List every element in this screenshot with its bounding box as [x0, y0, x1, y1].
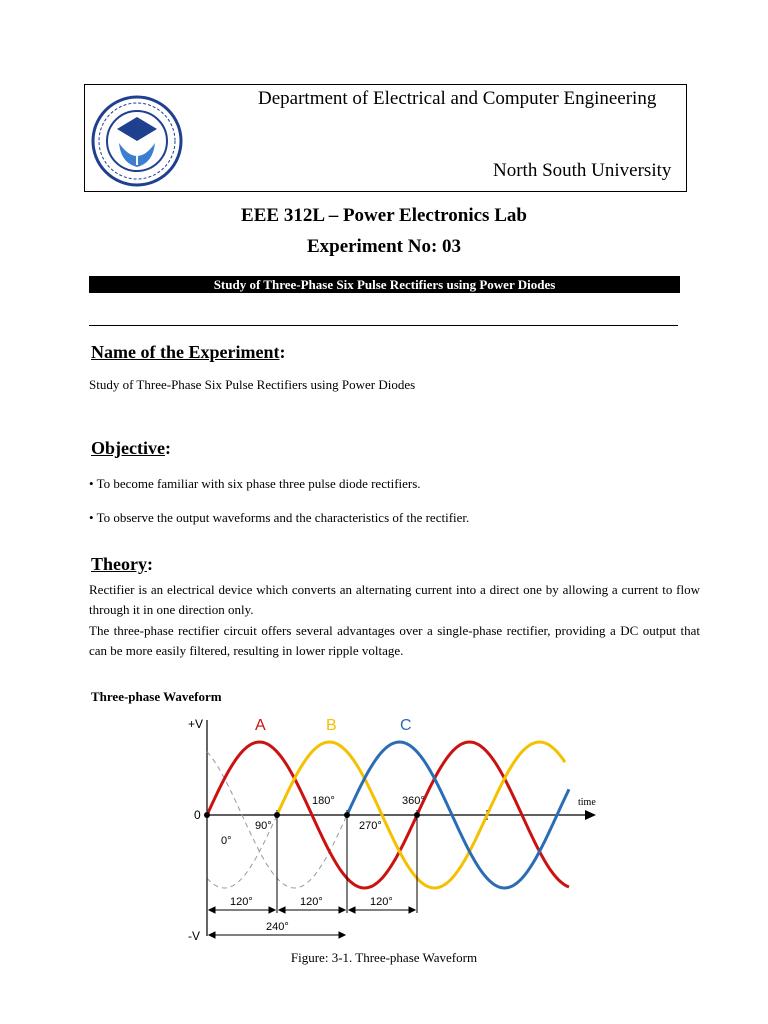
- experiment-number: Experiment No: 03: [306, 236, 462, 257]
- x-axis-arrow: [585, 810, 596, 820]
- theory-paragraph-2: The three-phase rectifier circuit offers several advantages over a single-phase rectifier, providing a DC output that can be more easily filtered, resulting in lower ripple voltage.: [89, 623, 700, 658]
- theory-heading: [91, 554, 153, 575]
- figure-title: Three-phase Waveform: [91, 689, 222, 704]
- figure-caption: Figure: 3-1. Three-phase Waveform: [290, 950, 478, 965]
- objective-bullet-1: • To become familiar with six phase three pulse diode rectifiers.: [89, 476, 421, 491]
- name-heading-text: Name of the Experiment: [91, 342, 280, 362]
- label-phase-c: C: [400, 717, 412, 734]
- label-180-degree: 180°: [312, 795, 335, 807]
- university-name: North South University: [493, 160, 672, 181]
- label-plus-v: +V: [188, 717, 204, 731]
- label-0-degree: 0°: [221, 835, 232, 847]
- label-span-2: 120°: [300, 896, 323, 908]
- label-270-degree: 270°: [359, 820, 382, 832]
- objective-bullet-2: • To observe the output waveforms and the characteristics of the rectifier.: [89, 510, 470, 525]
- theory-paragraph-1: Rectifier is an electrical device which converts an alternating current into a direct one by allowing a current to flow through it in one direction only.: [89, 582, 700, 617]
- span-arrow-240-left: [209, 932, 215, 938]
- name-heading: [91, 342, 285, 363]
- span-arrow-2-left: [279, 907, 285, 913]
- theory-heading-text: Theory: [91, 554, 147, 574]
- label-time: time: [578, 797, 596, 808]
- objective-heading-colon: :: [164, 438, 171, 458]
- experiment-banner: Study of Three-Phase Six Pulse Rectifiers using Power Diodes: [89, 276, 680, 293]
- span-arrow-2-right: [339, 907, 345, 913]
- label-90-degree: 90°: [255, 820, 272, 832]
- span-arrow-3-left: [349, 907, 355, 913]
- theory-heading-colon: :: [147, 554, 153, 574]
- label-phase-a: A: [255, 717, 266, 734]
- objective-heading: [91, 438, 171, 459]
- three-phase-waveform-figure: [180, 708, 610, 948]
- horizontal-rule: [89, 325, 678, 326]
- label-minus-v: -V: [188, 929, 200, 943]
- span-arrow-1-left: [209, 907, 215, 913]
- label-span-240: 240°: [266, 921, 289, 933]
- name-heading-colon: :: [279, 342, 286, 362]
- span-arrow-240-right: [339, 932, 345, 938]
- span-arrow-1-right: [269, 907, 275, 913]
- experiment-name-text: Study of Three-Phase Six Pulse Rectifiers using Power Diodes: [89, 377, 416, 392]
- course-title: EEE 312L – Power Electronics Lab: [241, 205, 527, 226]
- objective-heading-text: Objective: [91, 438, 165, 458]
- label-360-degree: 360°: [402, 795, 425, 807]
- label-span-3: 120°: [370, 896, 393, 908]
- nsu-seal-icon: [91, 95, 183, 187]
- label-span-1: 120°: [230, 896, 253, 908]
- department-name: Department of Electrical and Computer Engineering: [258, 88, 657, 109]
- label-zero: 0: [194, 808, 201, 822]
- label-phase-b: B: [326, 717, 337, 734]
- span-arrow-3-right: [409, 907, 415, 913]
